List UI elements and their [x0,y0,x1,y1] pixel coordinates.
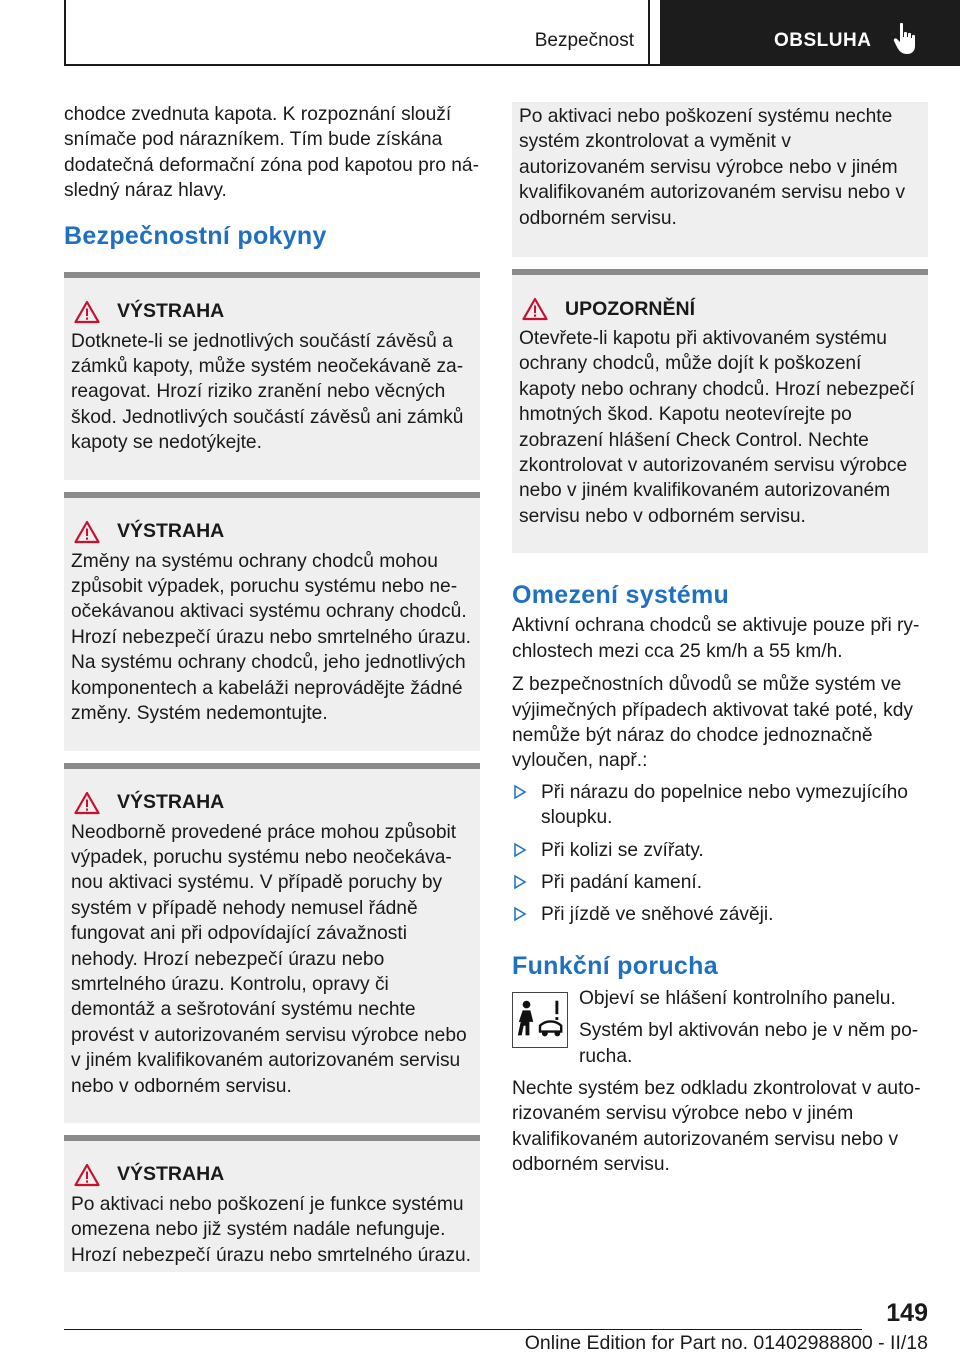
limits-paragraph-1: Aktivní ochrana chodců se aktivuje pouze při rychlostech mezi cca 25 km/h a 55 km/h. [512,615,920,662]
warning-title: VÝSTRAHA [117,520,225,543]
pedestrian-protection-fault-icon [512,992,568,1048]
continued-warning-text: Po aktivaci nebo poškození systému nechte systém zkontrolovat a vyměnit v autorizovaném servisu výrobce nebo v jiném kvalifikovaném autorizovaném servisu nebo v odborném servisu. [519,106,906,229]
fault-message-line: Objeví se hlášení kontrolního panelu. [579,987,896,1009]
warning-box-1 [64,272,480,480]
safety-heading: Bezpečnostní pokyny [64,221,327,250]
fault-status-line: Systém byl aktivován nebo je v něm porucha. [579,1020,919,1067]
list-item: Při nárazu do popelnice nebo vymezujícího sloupku. [512,780,928,831]
fault-paragraph: Nechte systém bez odkladu zkontrolovat v autorizovaném servisu výrobce nebo v jiném kvalifikovaném autorizovaném servisu nebo v odborném servisu. [512,1077,921,1176]
warning-box-4 [64,1135,480,1272]
header-divider-mid [648,0,650,66]
fault-heading: Funkční porucha [512,951,718,980]
notice-title: UPOZORNĚNÍ [565,297,696,320]
warning-triangle-icon [74,791,100,815]
warning-triangle-icon [74,1163,100,1187]
fault-indicator-block [512,986,928,1069]
warning-title: VÝSTRAHA [117,1163,225,1186]
triangle-bullet-icon [513,784,527,800]
left-column [64,102,480,1272]
continued-warning-box [512,102,928,257]
warning-title: VÝSTRAHA [117,300,225,323]
notice-text: Otevřete-li kapotu při aktivovaném systému ochrany chodců, může dojít k poškození kapoty nebo ochrany chodců. Hrozí nebezpečí hmotných škod. Kapotu neotevírejte po zobrazení hlášení Check Control. Nechte zkontrolovat v autorizovaném servisu výrobce nebo v jiném kvalifikovaném autorizovaném servisu nebo v odborném servisu. [519,328,915,527]
warning-text: Po aktivaci nebo poškození je funkce systému omezena nebo již systém nadále nefunguje. Hrozí nebezpečí úrazu nebo smrtelného úrazu. [71,1193,471,1266]
triangle-bullet-icon [513,842,527,858]
list-item: Při jízdě ve sněhové závěji. [512,902,928,927]
warning-box-3 [64,763,480,1123]
list-item: Při padání kamení. [512,870,928,895]
limits-paragraph-2: Z bezpečnostních důvodů se může systém ve výjimečných případech aktivovat také poté, kdy nemůže být náraz do chodce jednoznačně vyloučen, např.: [512,674,914,772]
warning-triangle-icon [74,300,100,324]
pointing-hand-icon [893,22,921,56]
chapter-tab-label: OBSLUHA [774,30,872,51]
warning-title: VÝSTRAHA [117,791,225,813]
limits-list [512,780,928,928]
page-number: 149 [886,1299,928,1327]
edition-text: Online Edition for Part no. 01402988800 - II/18 [524,1332,928,1354]
list-item: Při kolizi se zvířaty. [512,838,928,863]
notice-triangle-icon [522,297,548,321]
warning-text: Neodborně provedené práce mohou způsobit výpadek, poruchu systému nebo neočekávanou aktivaci systému. V případě poruchy by systém v případě nehody nemusel řádně fungovat ani při odpovídající závažnosti nehody. Hrozí nebezpečí úrazu nebo smrtelného úrazu. Kontrolu, opravy či demontáž a sešrotování systému nechte provést v autorizovaném servisu výrobce nebo v jiném kvalifikovaném autorizovaném servisu nebo v odborném servisu. [71,821,467,1097]
warning-text: Změny na systému ochrany chodců mohou způsobit výpadek, poruchu systému nebo neočekávanou aktivaci systému ochrany chodců. Hrozí nebezpečí úrazu nebo smrtelného úrazu. Na systému ochrany chodců, jeho jednotlivých komponentech a kabeláži neprovádějte žádné změny. Systém nedemontujte. [71,550,471,725]
notice-box [512,269,928,553]
section-title: Bezpečnost [534,30,634,51]
limits-heading: Omezení systému [512,581,730,610]
intro-paragraph: chodce zvednuta kapota. K rozpoznání slouží snímače pod nárazníkem. Tím bude získána dodatečná deformační zóna pod kapotou pro následný náraz hlavy. [64,104,479,202]
footer-rule [64,1329,862,1330]
triangle-bullet-icon [513,906,527,922]
warning-text: Dotknete-li se jednotlivých součástí závěsů a zámků kapoty, může systém neočekávaně zareagovat. Hrozí riziko zranění nebo věcných škod. Jednotlivých součástí závěsů ani zámků kapoty se nedotýkejte. [71,330,464,454]
right-column [512,102,928,1178]
warning-triangle-icon [74,520,100,544]
triangle-bullet-icon [513,874,527,890]
warning-box-2 [64,492,480,751]
